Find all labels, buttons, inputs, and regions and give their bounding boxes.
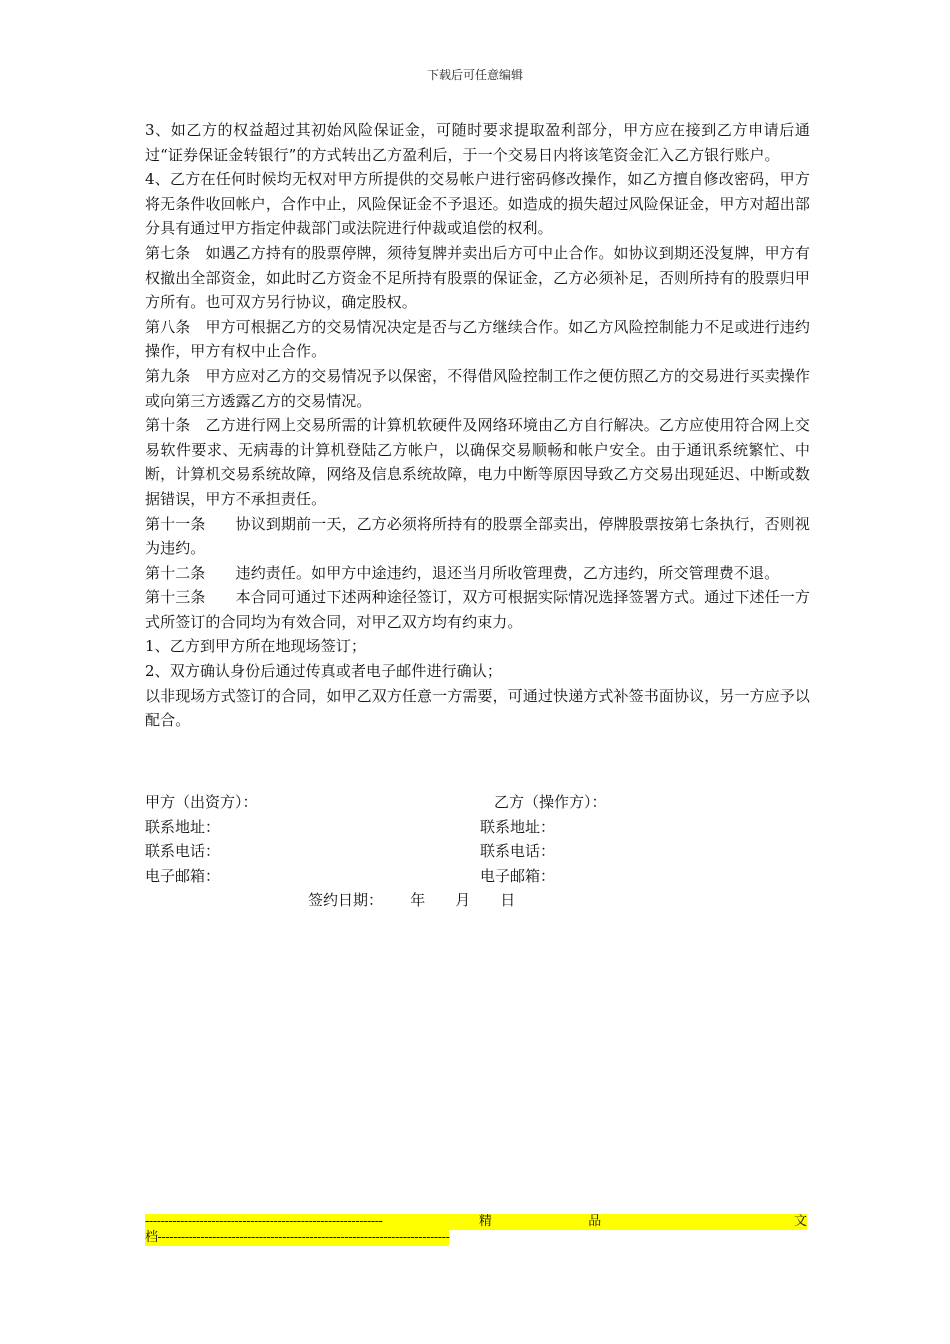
party-a-label: 甲方（出资方）： [145, 793, 258, 811]
footer-line-1 [145, 1214, 807, 1230]
paragraph: 第十三条 本合同可通过下述两种途径签订，双方可根据实际情况选择签署方式。通过下述任一方式所签订的合同均为有效合同，对甲乙双方均有约束力。 [145, 588, 810, 631]
signature-row-address [145, 815, 810, 840]
signature-row-phone [145, 839, 810, 864]
email-a-label: 电子邮箱： [145, 866, 221, 885]
footer-char: 品 [588, 1214, 602, 1229]
paragraph: 以非现场方式签订的合同，如甲乙双方任意一方需要，可通过快递方式补签书面协议，另一方应予以配合。 [145, 686, 810, 730]
paragraph: 第九条 甲方应对乙方的交易情况予以保密，不得借风险控制工作之便仿照乙方的交易进行买卖操作或向第三方透露乙方的交易情况。 [145, 366, 810, 410]
page-footer [145, 1214, 807, 1246]
paragraph: 4、乙方在任何时候均无权对甲方所提供的交易帐户进行密码修改操作，如乙方擅自修改密码，甲方将无条件收回帐户，合作中止，风险保证金不予退还。如造成的损失超过风险保证金，甲方对超出部分具有通过甲方指定仲裁部门或法院进行仲裁或追偿的权利。 [145, 170, 810, 238]
email-b-label: 电子邮箱： [480, 866, 556, 885]
paragraph: 第十条 乙方进行网上交易所需的计算机软硬件及网络环境由乙方自行解决。乙方应使用符合网上交易软件要求、无病毒的计算机登陆乙方帐户，以确保交易顺畅和帐户安全。由于通讯系统繁忙、中断，计算机交易系统故障，网络及信息系统故障，电力中断等原因导致乙方交易出现延迟、中断或数据错误，甲方不承担责任。 [145, 416, 810, 508]
signature-block [145, 790, 810, 913]
page-header: 下载后可任意编辑 [426, 68, 523, 82]
footer-char: 精 [478, 1214, 492, 1229]
paragraph: 3、如乙方的权益超过其初始风险保证金，可随时要求提取盈利部分，甲方应在接到乙方申请后通过“证券保证金转银行”的方式转出乙方盈利后，于一个交易日内将该笔资金汇入乙方银行账户。 [145, 121, 810, 164]
paragraph: 2、双方确认身份后通过传真或者电子邮件进行确认； [145, 662, 502, 681]
paragraph: 第十二条 违约责任。如甲方中途违约，退还当月所收管理费，乙方违约，所交管理费不退。 [145, 563, 780, 582]
address-a-label: 联系地址： [145, 817, 221, 836]
party-b-label: 乙方（操作方）： [494, 793, 607, 811]
contract-body [145, 118, 810, 733]
phone-b-label: 联系电话： [480, 842, 556, 861]
signature-row-date [145, 888, 810, 913]
paragraph: 第七条 如遇乙方持有的股票停牌，须待复牌并卖出后方可中止合作。如协议到期还没复牌，甲方有权撤出全部资金，如此时乙方资金不足所持有股票的保证金，乙方必须补足，否则所持有的股票归甲方所有。也可双方另行协议，确定股权。 [145, 243, 810, 312]
signing-date-label: 签约日期： 年 月 日 [308, 891, 516, 910]
footer-line-2: 档--------------------------------------------------------------------------- [145, 1230, 450, 1245]
address-b-label: 联系地址： [480, 817, 556, 836]
signature-row-email [145, 864, 810, 889]
phone-a-label: 联系电话： [145, 842, 221, 861]
paragraph: 第十一条 协议到期前一天，乙方必须将所持有的股票全部卖出，停牌股票按第七条执行，否则视为违约。 [145, 514, 810, 558]
paragraph: 第八条 甲方可根据乙方的交易情况决定是否与乙方继续合作。如乙方风险控制能力不足或进行违约操作，甲方有权中止合作。 [145, 317, 810, 361]
footer-dashes: ------------------------------------------------------------- [145, 1214, 383, 1229]
signature-row-parties [145, 790, 810, 815]
footer-char: 文 [793, 1214, 807, 1229]
paragraph: 1、乙方到甲方所在地现场签订； [145, 637, 367, 656]
